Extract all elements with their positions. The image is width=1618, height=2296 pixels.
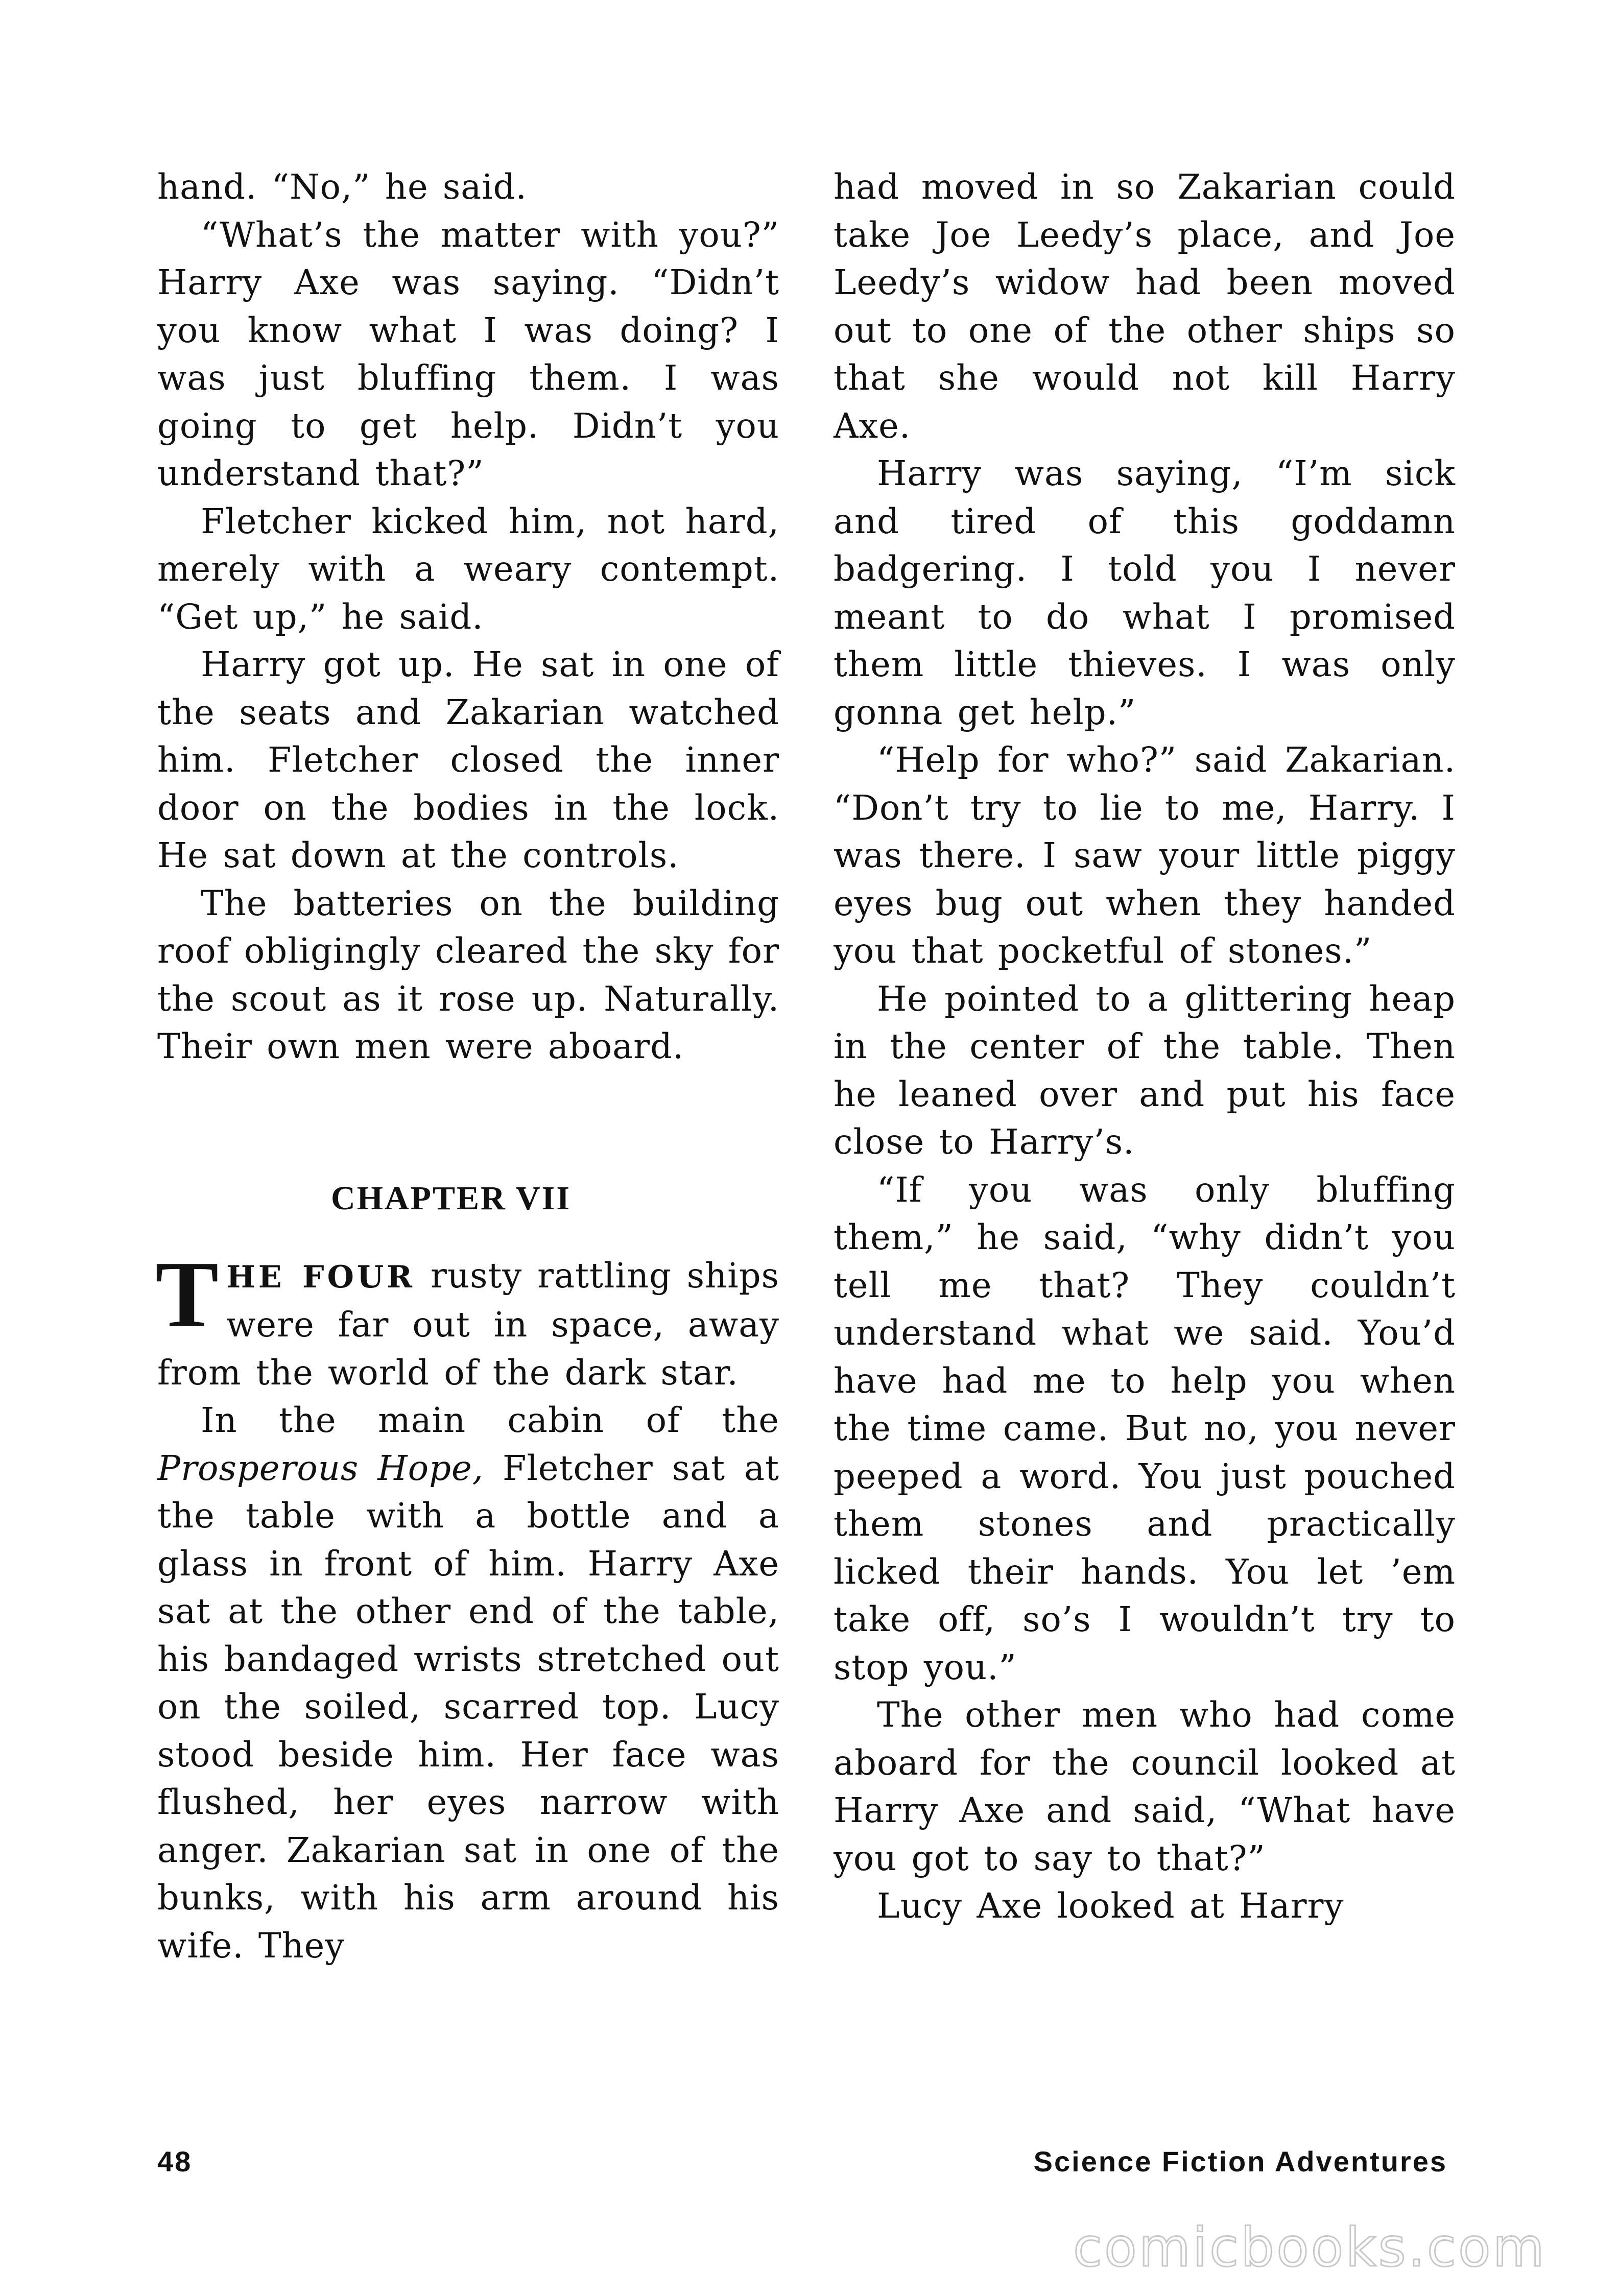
page-number: 48 [157, 2145, 193, 2178]
paragraph: “If you was only bluffing them,” he said, “why didn’t you tell me that? They couldn’t understand what we said. You’d have had me to help you when the time came. But no, you never peeped a word. You just pouched them stones and practically licked their hands. You let ’em take off, so’s I wouldn’t try to stop you.” [834, 1169, 1456, 1687]
paragraph: The batteries on the building roof obligingly cleared the sky for the scout as it rose up. Naturally. Their own men were aboard. [157, 883, 779, 1066]
chapter-heading: CHAPTER VII [331, 1179, 572, 1217]
paragraph-text: Fletcher sat at the table with a bottle and a glass in front of him. Harry Axe sat at the other end of the table, his bandaged wrists stretched out on the soiled, scarred top. Lucy stood beside him. Her face was flushed, her eyes narrow with anger. Zakarian sat in one of the bunks, with his arm around his wife. They [157, 1448, 780, 1966]
paragraph: hand. “No,” he said. [157, 167, 527, 207]
paragraph: “What’s the matter with you?” Harry Axe was saying. “Didn’t you know what I was doing? I was just bluffing them. I was going to get help. Didn’t you understand that?” [157, 214, 779, 493]
paragraph: Fletcher kicked him, not hard, merely with a weary contempt. “Get up,” he said. [157, 501, 779, 637]
ship-name-italic: Prosperous Hope, [157, 1448, 484, 1488]
watermark: comicbooks.com [1073, 2216, 1546, 2279]
chapter-opening-paragraph [155, 1241, 779, 1397]
right-column [834, 163, 1456, 1930]
paragraph: Harry was saying, “I’m sick and tired of this goddamn badgering. I told you I never meant to do what I promised them little thieves. I was only gonna get help.” [834, 453, 1456, 732]
paragraph: The other men who had come aboard for the council looked at Harry Axe and said, “What have you got to say to that?” [834, 1695, 1456, 1878]
paragraph: “Help for who?” said Zakarian. “Don’t try to lie to me, Harry. I was there. I saw your little piggy eyes bug out when they handed you that pocketful of stones.” [834, 740, 1456, 971]
small-caps-lead: HE FOUR [226, 1259, 416, 1295]
drop-cap: T [155, 1241, 220, 1347]
left-column [157, 163, 779, 1970]
paragraph-text: rusty rattling ships were far out in space, away from the world of the dark star. [157, 1255, 779, 1393]
paragraph: had moved in so Zakarian could take Joe Leedy’s place, and Joe Leedy’s widow had been moved out to one of the other ships so that she would not kill Harry Axe. [834, 167, 1456, 446]
running-footer-title: Science Fiction Adventures [1033, 2145, 1447, 2178]
chapter-spacer [157, 1071, 779, 1176]
paragraph [157, 1397, 779, 1970]
paragraph: Lucy Axe looked at Harry [877, 1886, 1344, 1926]
paragraph: He pointed to a glittering heap in the center of the table. Then he leaned over and put his face close to Harry’s. [834, 978, 1456, 1162]
paragraph: Harry got up. He sat in one of the seats and Zakarian watched him. Fletcher closed the inner door on the bodies in the lock. He sat down at the controls. [157, 644, 779, 875]
paragraph-text: In the main cabin of the [201, 1400, 779, 1440]
